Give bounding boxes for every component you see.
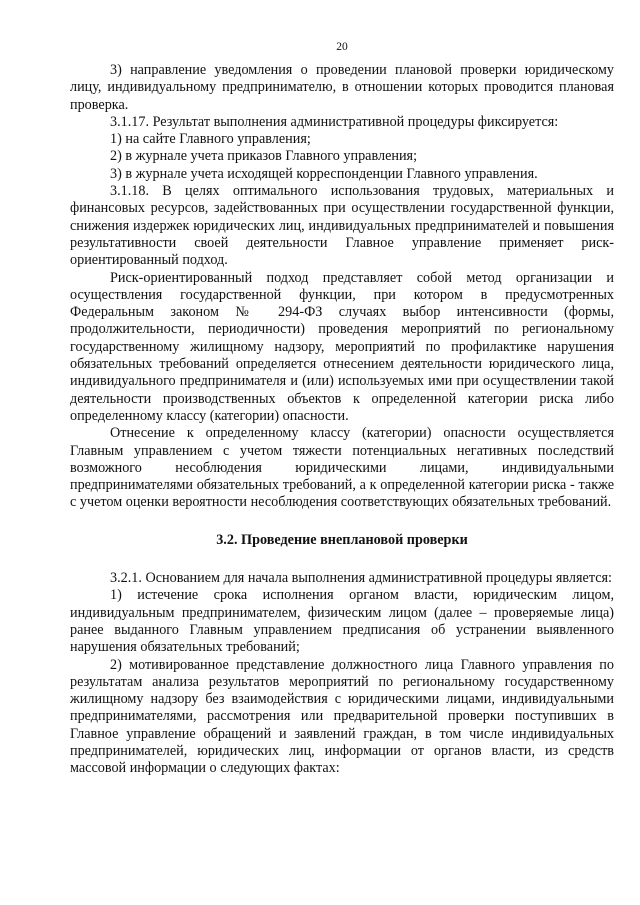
- list-item: 2) мотивированное представление должностного лица Главного управления по результатам анализа результатов мероприятий по региональному государственному жилищному надзору без взаимодействия с юридическими лицами, индивидуальными предпринимателями, рассмотрения или предварительной проверки поступивших в Главное управление обращений и заявлений граждан, в том числе индивидуальных предпринимателей, юридических лиц, информации от органов власти, из средств массовой информации о следующих фактах:: [70, 656, 614, 777]
- list-item: 3) в журнале учета исходящей корреспонденции Главного управления.: [110, 165, 538, 182]
- paragraph: 3.1.18. В целях оптимального использования трудовых, материальных и финансовых ресурсов, задействованных при осуществлении государственной функции, снижения издержек юридических лиц, индивидуальных предпринимателей и повышения результативности своей деятельности Главное управление применяет риск-ориентированный подход.: [70, 183, 614, 269]
- paragraph: 3) направление уведомления о проведении плановой проверки юридическому лицу, индивидуальному предпринимателю, в отношении которых проводится плановая проверка.: [70, 62, 614, 113]
- list-item: 2) в журнале учета приказов Главного управления;: [110, 148, 418, 165]
- list-item: 1) истечение срока исполнения органом власти, юридическим лицом, индивидуальным предпринимателем, физическим лицом (далее – проверяемые лица) ранее выданного Главным управлением предписания об устранении выявленного нарушения обязательных требований;: [70, 587, 614, 656]
- list-item: 1) на сайте Главного управления;: [110, 131, 311, 148]
- page-number: 20: [336, 41, 348, 53]
- document-page: [70, 40, 614, 778]
- paragraph: Риск-ориентированный подход представляет собой метод организации и осуществления государственной функции, при котором в предусмотренных Федеральным законом № 294-ФЗ случаях выбор интенсивности (формы, продолжительности, периодичности) проведения мероприятий по региональному государственному жилищному надзору, мероприятий по профилактике нарушения обязательных требований определяется отнесением деятельности юридического лица, индивидуального предпринимателя и (или) используемых ими при осуществлении такой деятельности производственных объектов к определенной категории риска либо определенному классу (категории) опасности.: [70, 269, 614, 424]
- paragraph: Отнесение к определенному классу (категории) опасности осуществляется Главным управлением с учетом тяжести потенциальных негативных последствий возможного несоблюдения юридическими лицами, индивидуальными предпринимателями обязательных требований, а к определенной категории риска - также с учетом оценки вероятности несоблюдения соответствующих обязательных требований.: [70, 425, 614, 511]
- paragraph: 3.2.1. Основанием для начала выполнения административной процедуры является:: [110, 570, 612, 587]
- paragraph: 3.1.17. Результат выполнения административной процедуры фиксируется:: [110, 113, 559, 130]
- section-heading: 3.2. Проведение внеплановой проверки: [216, 531, 468, 548]
